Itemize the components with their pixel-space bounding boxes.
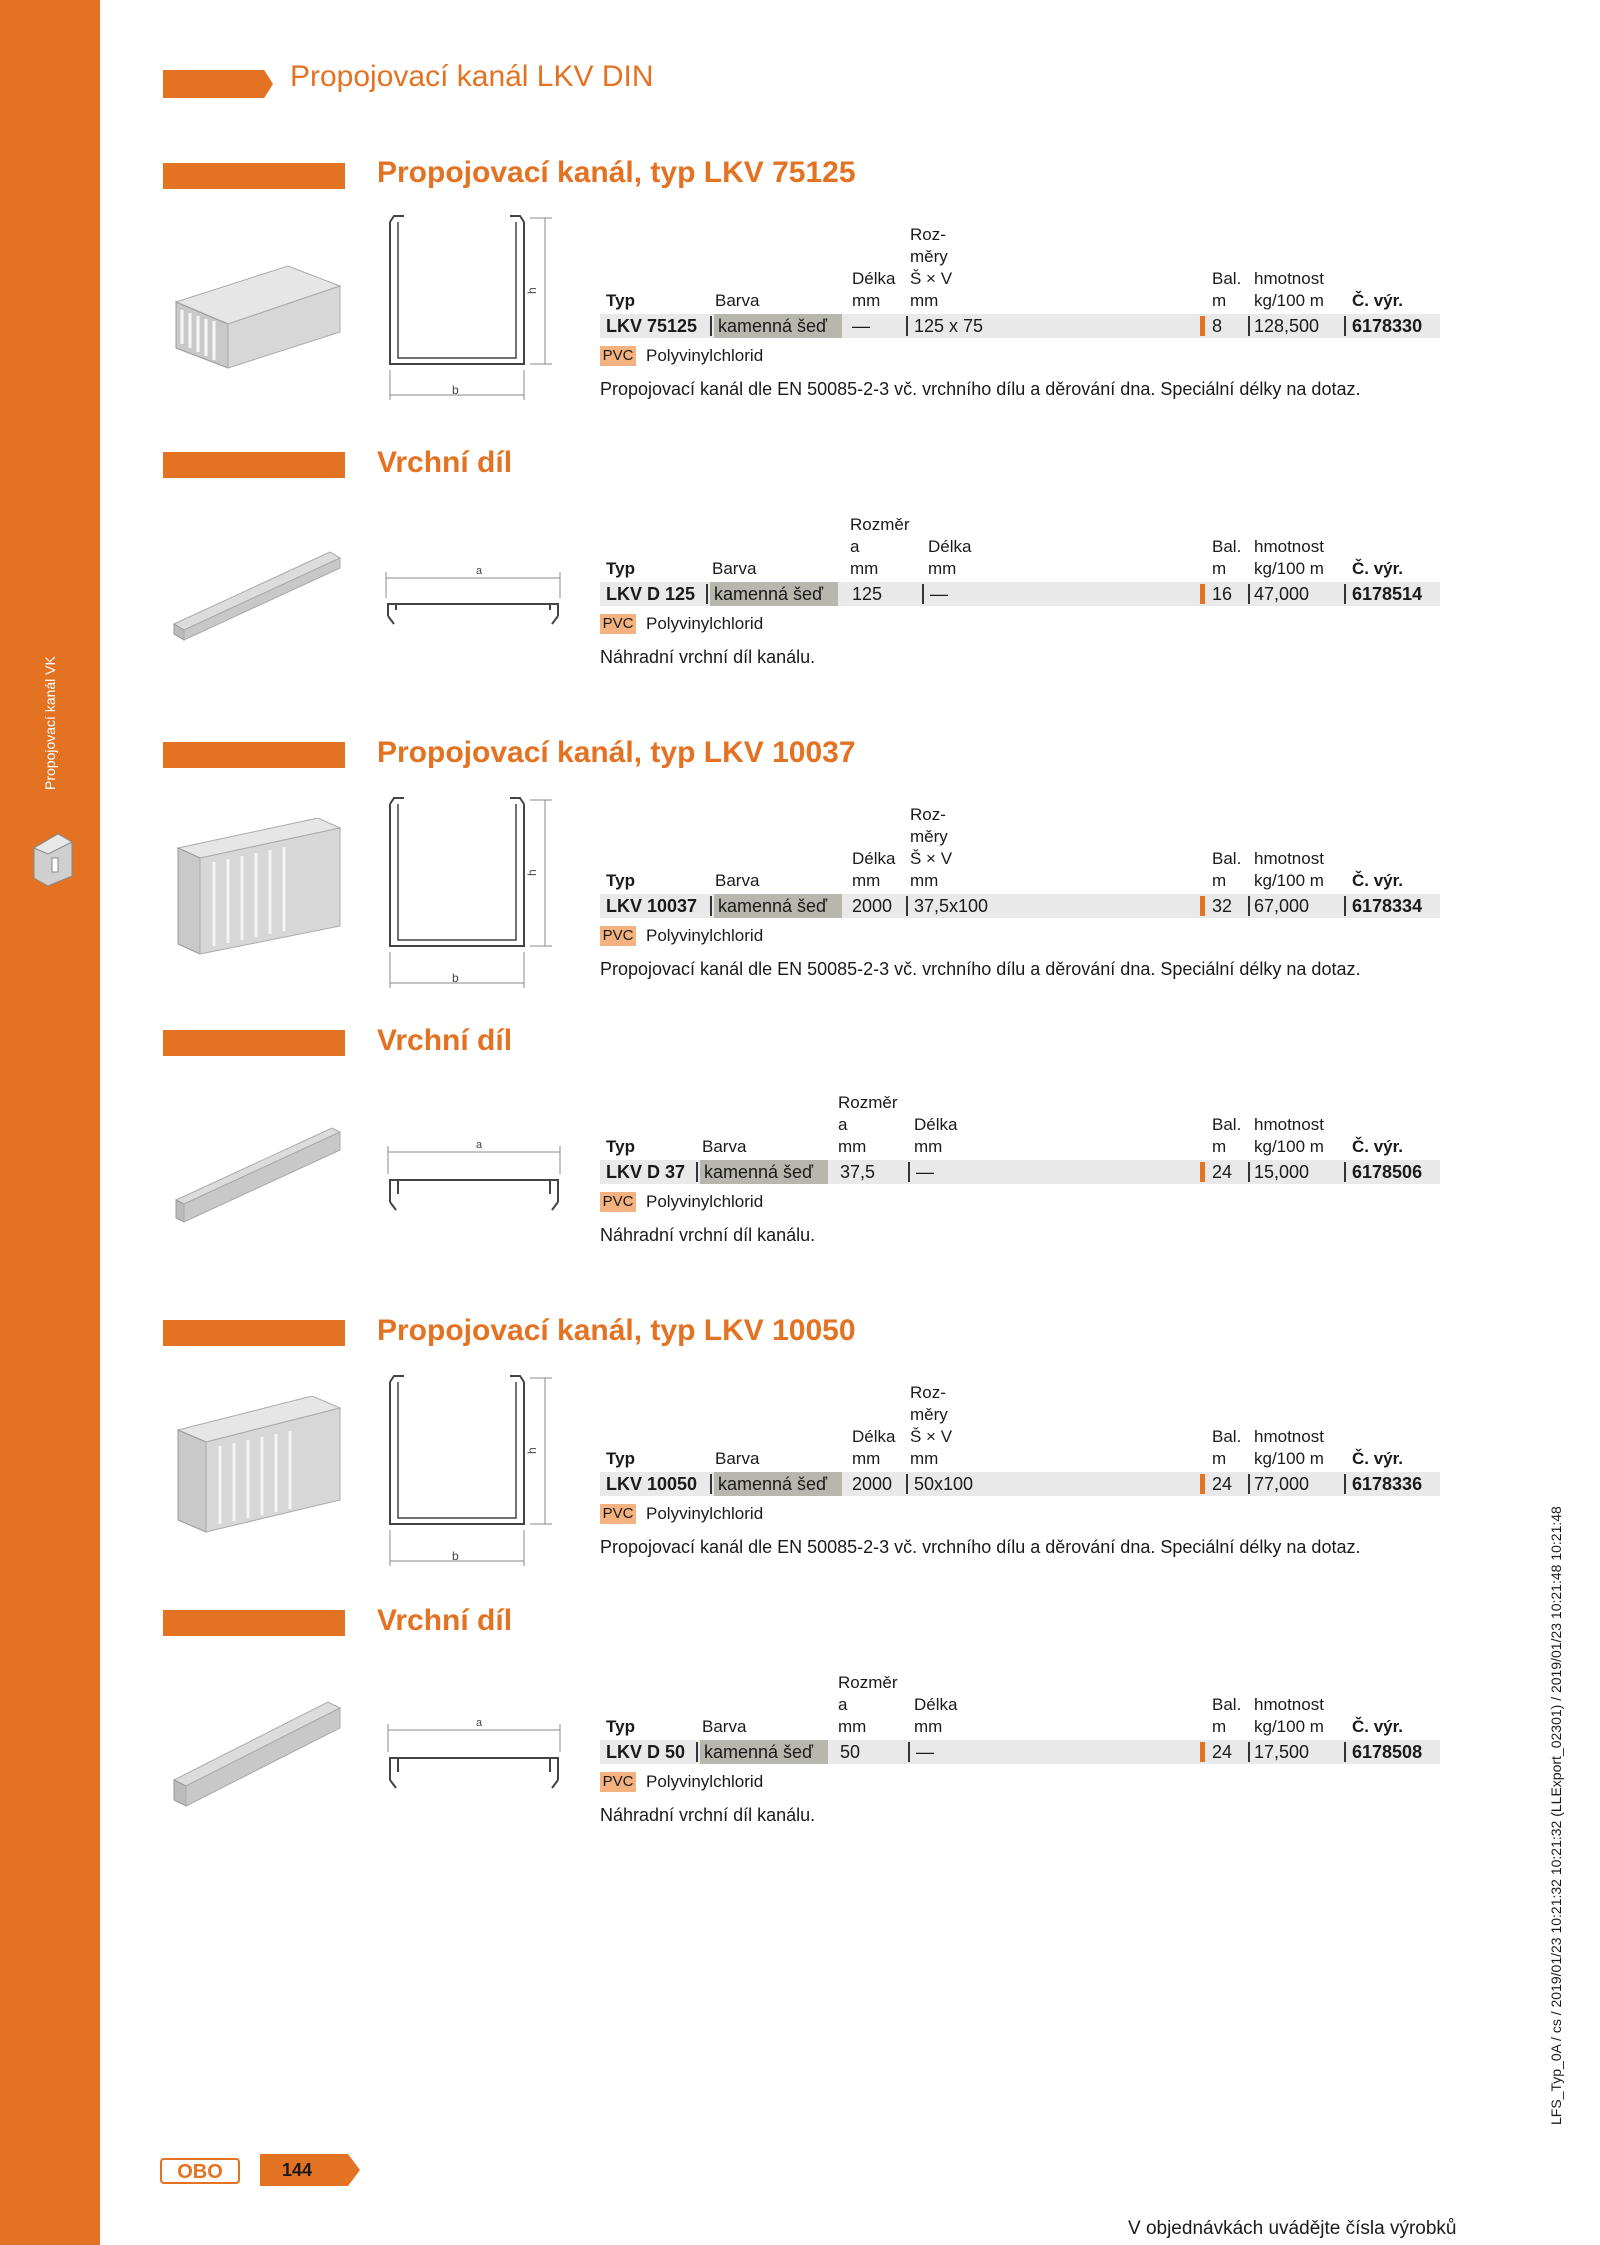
section-title: Propojovací kanál, typ LKV 75125: [377, 156, 856, 189]
duct-drawing: [380, 210, 560, 410]
col-delka-unit: mm: [852, 871, 881, 890]
col-cislo: Č. výr.: [1352, 871, 1404, 890]
col-cislo: Č. výr.: [1352, 1717, 1404, 1736]
cell-rozmery: 37,5x100: [914, 896, 989, 916]
cell-bal: 24: [1212, 1162, 1233, 1182]
drawing-label-a: a: [476, 1717, 483, 1729]
drawing-label-h: h: [525, 287, 539, 294]
col-rozmery: Roz-: [910, 1383, 946, 1402]
col-barva: Barva: [715, 871, 760, 890]
cell-hmotnost: 17,500: [1254, 1742, 1310, 1762]
col-typ: Typ: [606, 291, 635, 310]
col-typ: Typ: [606, 559, 635, 578]
table-row: [600, 1472, 1440, 1496]
cell-rozmery: 125 x 75: [914, 316, 984, 336]
cell-typ: LKV D 50: [606, 1742, 686, 1762]
material-name: Polyvinylchlorid: [646, 1504, 764, 1523]
material-name: Polyvinylchlorid: [646, 1772, 764, 1791]
cell-rozmery: 50x100: [914, 1474, 974, 1494]
duct-photo: [168, 1396, 348, 1536]
cell-barva: kamenná šeď: [700, 1740, 828, 1764]
duct-photo: [168, 262, 348, 372]
cover-drawing: [380, 558, 580, 648]
col-rozmery-unit: mm: [910, 291, 939, 310]
col-barva: Barva: [715, 291, 760, 310]
cell-barva: kamenná šeď: [700, 1160, 828, 1184]
duct-drawing: [380, 792, 560, 992]
cell-bal: 32: [1212, 896, 1233, 916]
col-rozmer: a: [850, 537, 860, 556]
col-rozmer: a: [838, 1115, 848, 1134]
header-flag: [163, 70, 273, 98]
section-title: Propojovací kanál, typ LKV 10037: [377, 736, 856, 769]
cell-typ: LKV D 37: [606, 1162, 686, 1182]
material-name: Polyvinylchlorid: [646, 926, 764, 945]
col-barva: Barva: [702, 1137, 747, 1156]
drawing-label-b: b: [452, 971, 459, 985]
section-title: Vrchní díl: [377, 1024, 513, 1057]
col-delka: Délka: [852, 849, 896, 868]
col-hmotnost-unit: kg/100 m: [1254, 1717, 1324, 1736]
col-bal-unit: m: [1212, 1717, 1227, 1736]
col-bal-unit: m: [1212, 871, 1227, 890]
cell-cislo: 6178506: [1352, 1162, 1423, 1182]
col-delka-unit: mm: [914, 1137, 943, 1156]
col-delka-unit: mm: [852, 1449, 881, 1468]
drawing-label-a: a: [476, 565, 483, 577]
col-rozmer-unit: mm: [838, 1717, 867, 1736]
cell-bal: 24: [1212, 1474, 1233, 1494]
material-name: Polyvinylchlorid: [646, 614, 764, 633]
col-hmotnost: hmotnost: [1254, 1695, 1324, 1714]
section-title: Vrchní díl: [377, 446, 513, 479]
drawing-label-b: b: [452, 383, 459, 397]
col-hmotnost-unit: kg/100 m: [1254, 871, 1324, 890]
col-bal: Bal.: [1212, 1427, 1242, 1446]
col-bal: Bal.: [1212, 849, 1242, 868]
sidebar-label: Propojovací kanál VK: [42, 656, 58, 790]
col-rozmery: Š × V: [910, 269, 953, 288]
col-cislo: Č. výr.: [1352, 1449, 1404, 1468]
sidebar-strip: [0, 0, 100, 2245]
col-typ: Typ: [606, 871, 635, 890]
material-name: Polyvinylchlorid: [646, 346, 764, 365]
cable-duct-icon: [28, 828, 76, 888]
page-number: 144: [282, 2160, 313, 2180]
cell-hmotnost: 77,000: [1254, 1474, 1310, 1494]
cell-cislo: 6178334: [1352, 896, 1423, 916]
cover-drawing: [380, 1130, 580, 1230]
cover-photo: [168, 1124, 348, 1224]
material-name: Polyvinylchlorid: [646, 1192, 764, 1211]
section-bar: [163, 1030, 345, 1056]
section-bar: [163, 742, 345, 768]
col-rozmery: Roz-: [910, 805, 946, 824]
pvc-badge: PVC: [600, 1504, 636, 1524]
col-barva: Barva: [715, 1449, 760, 1468]
col-rozmery: Roz-: [910, 225, 946, 244]
col-bal: Bal.: [1212, 1695, 1242, 1714]
col-typ: Typ: [606, 1137, 635, 1156]
cell-delka: —: [930, 584, 948, 604]
pvc-badge: PVC: [600, 1772, 636, 1792]
cell-rozmer: 125: [852, 584, 883, 604]
cell-hmotnost: 128,500: [1254, 316, 1320, 336]
section-description: Propojovací kanál dle EN 50085-2-3 vč. vrchního dílu a děrování dna. Speciální délky na dotaz.: [600, 959, 1361, 979]
col-rozmer: Rozměr: [850, 515, 910, 534]
section-description: Náhradní vrchní díl kanálu.: [600, 1225, 816, 1245]
cell-cislo: 6178330: [1352, 316, 1423, 336]
col-rozmer: Rozměr: [838, 1093, 898, 1112]
drawing-label-h: h: [525, 1447, 539, 1454]
cell-delka: 2000: [852, 896, 893, 916]
col-hmotnost: hmotnost: [1254, 1427, 1324, 1446]
col-rozmer: Rozměr: [838, 1673, 898, 1692]
cell-typ: LKV 10037: [606, 896, 698, 916]
col-hmotnost-unit: kg/100 m: [1254, 1449, 1324, 1468]
col-bal: Bal.: [1212, 537, 1242, 556]
col-bal-unit: m: [1212, 1449, 1227, 1468]
section-bar: [163, 452, 345, 478]
cell-delka: 2000: [852, 1474, 893, 1494]
table-row: [600, 1160, 1440, 1184]
cover-photo: [168, 548, 348, 648]
col-cislo: Č. výr.: [1352, 559, 1404, 578]
col-rozmery: Š × V: [910, 1427, 953, 1446]
col-bal-unit: m: [1212, 291, 1227, 310]
cover-drawing: [380, 1708, 580, 1808]
page-title: Propojovací kanál LKV DIN: [290, 60, 654, 93]
col-bal-unit: m: [1212, 1137, 1227, 1156]
obo-logo: [160, 2158, 240, 2184]
col-delka: Délka: [852, 269, 896, 288]
col-rozmer: a: [838, 1695, 848, 1714]
col-typ: Typ: [606, 1717, 635, 1736]
cell-cislo: 6178336: [1352, 1474, 1423, 1494]
col-cislo: Č. výr.: [1352, 1137, 1404, 1156]
section-bar: [163, 1610, 345, 1636]
col-rozmery: Š × V: [910, 849, 953, 868]
col-hmotnost: hmotnost: [1254, 849, 1324, 868]
cell-rozmer: 37,5: [840, 1162, 876, 1182]
pvc-badge: PVC: [600, 926, 636, 946]
cell-rozmer: 50: [840, 1742, 861, 1762]
cell-delka: —: [916, 1742, 934, 1762]
cell-bal: 16: [1212, 584, 1233, 604]
col-bal: Bal.: [1212, 269, 1242, 288]
pvc-badge: PVC: [600, 1192, 636, 1212]
table-row: [600, 314, 1440, 338]
col-delka: Délka: [914, 1695, 958, 1714]
cell-hmotnost: 47,000: [1254, 584, 1310, 604]
col-bal-unit: m: [1212, 559, 1227, 578]
cell-barva: kamenná šeď: [710, 582, 838, 606]
svg-text:OBO: OBO: [177, 2161, 223, 2183]
pvc-badge: PVC: [600, 614, 636, 634]
export-meta: LFS_Typ_0A / cs / 2019/01/23 10:21:32 10:21:32 (LLExport_02301) / 2019/01/23 10:21:48 10:21:48: [1548, 1506, 1564, 2125]
cell-barva: kamenná šeď: [714, 314, 842, 338]
footer-note: V objednávkách uvádějte čísla výrobků: [1128, 2218, 1457, 2239]
table-row: [600, 1740, 1440, 1764]
cell-delka: —: [916, 1162, 934, 1182]
cell-barva: kamenná šeď: [714, 1472, 842, 1496]
col-typ: Typ: [606, 1449, 635, 1468]
pvc-badge: PVC: [600, 346, 636, 366]
table-row: [600, 582, 1440, 606]
section-description: Propojovací kanál dle EN 50085-2-3 vč. vrchního dílu a děrování dna. Speciální délky na dotaz.: [600, 1537, 1361, 1557]
col-barva: Barva: [702, 1717, 747, 1736]
section-description: Náhradní vrchní díl kanálu.: [600, 647, 816, 667]
col-rozmery: měry: [910, 1405, 948, 1424]
col-rozmer-unit: mm: [850, 559, 879, 578]
col-hmotnost: hmotnost: [1254, 537, 1324, 556]
cover-photo: [168, 1698, 348, 1808]
section-title: Vrchní díl: [377, 1604, 513, 1637]
col-barva: Barva: [712, 559, 757, 578]
cell-bal: 24: [1212, 1742, 1233, 1762]
cell-typ: LKV 10050: [606, 1474, 698, 1494]
drawing-label-h: h: [525, 869, 539, 876]
col-delka-unit: mm: [928, 559, 957, 578]
col-delka-unit: mm: [852, 291, 881, 310]
drawing-label-a: a: [476, 1139, 483, 1151]
col-rozmer-unit: mm: [838, 1137, 867, 1156]
col-cislo: Č. výr.: [1352, 291, 1404, 310]
col-delka: Délka: [914, 1115, 958, 1134]
section-description: Propojovací kanál dle EN 50085-2-3 vč. vrchního dílu a děrování dna. Speciální délky na dotaz.: [600, 379, 1361, 399]
col-hmotnost-unit: kg/100 m: [1254, 559, 1324, 578]
table-row: [600, 894, 1440, 918]
col-rozmery-unit: mm: [910, 1449, 939, 1468]
cell-typ: LKV D 125: [606, 584, 696, 604]
col-rozmery-unit: mm: [910, 871, 939, 890]
col-bal: Bal.: [1212, 1115, 1242, 1134]
section-description: Náhradní vrchní díl kanálu.: [600, 1805, 816, 1825]
cell-cislo: 6178508: [1352, 1742, 1423, 1762]
cell-hmotnost: 15,000: [1254, 1162, 1310, 1182]
col-delka: Délka: [852, 1427, 896, 1446]
col-hmotnost: hmotnost: [1254, 269, 1324, 288]
cell-bal: 8: [1212, 316, 1223, 336]
cell-delka: —: [852, 316, 870, 336]
cell-barva: kamenná šeď: [714, 894, 842, 918]
col-rozmery: měry: [910, 827, 948, 846]
cell-hmotnost: 67,000: [1254, 896, 1310, 916]
duct-photo: [168, 818, 348, 958]
col-rozmery: měry: [910, 247, 948, 266]
section-title: Propojovací kanál, typ LKV 10050: [377, 1314, 856, 1347]
col-hmotnost-unit: kg/100 m: [1254, 1137, 1324, 1156]
cell-cislo: 6178514: [1352, 584, 1423, 604]
col-hmotnost-unit: kg/100 m: [1254, 291, 1324, 310]
duct-drawing: [380, 1370, 560, 1570]
drawing-label-b: b: [452, 1549, 459, 1563]
col-delka-unit: mm: [914, 1717, 943, 1736]
section-bar: [163, 1320, 345, 1346]
col-delka: Délka: [928, 537, 972, 556]
cell-typ: LKV 75125: [606, 316, 698, 336]
section-bar: [163, 163, 345, 189]
col-hmotnost: hmotnost: [1254, 1115, 1324, 1134]
